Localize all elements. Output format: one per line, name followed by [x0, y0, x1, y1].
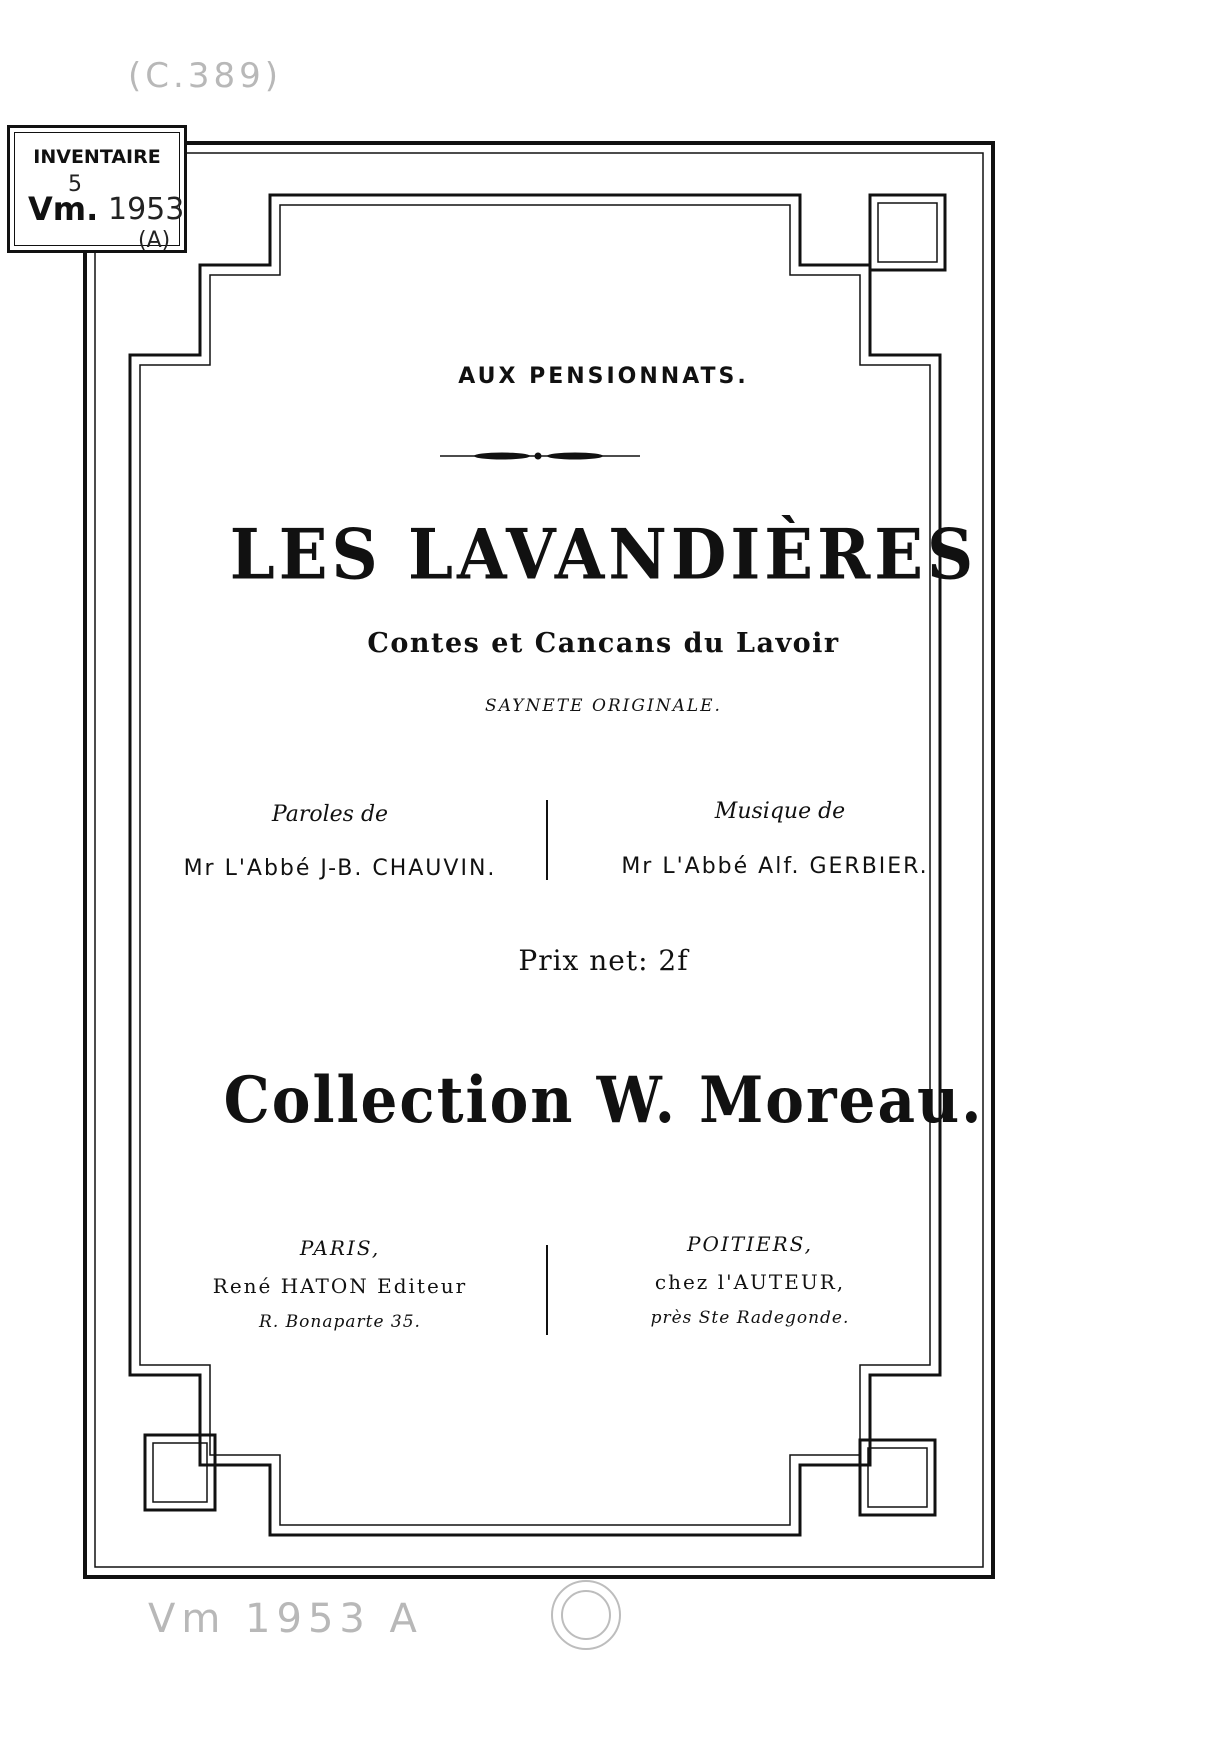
- publisher-right-city: POITIERS,: [687, 1232, 813, 1256]
- margin-note-top: (C.389): [128, 56, 282, 96]
- genre-line: SAYNETE ORIGINALE.: [485, 696, 722, 716]
- stamp-code: Vm.: [28, 190, 99, 228]
- stamp-title: INVENTAIRE: [33, 146, 161, 168]
- publisher-left-city: PARIS,: [299, 1236, 381, 1260]
- lyrics-author: Mr L'Abbé J-B. CHAUVIN.: [183, 856, 497, 881]
- inventory-stamp: [7, 125, 187, 253]
- series-heading: AUX PENSIONNATS.: [458, 364, 749, 389]
- stamp-hand-suffix: (A): [138, 228, 171, 253]
- page-title: LES LAVANDIÈRES: [229, 515, 978, 596]
- publisher-left-address: R. Bonaparte 35.: [259, 1312, 421, 1332]
- ornament-divider: [440, 453, 640, 460]
- publisher-right-address: près Ste Radegonde.: [650, 1308, 850, 1328]
- music-author: Mr L'Abbé Alf. GERBIER.: [621, 854, 929, 879]
- stamp-hand-digit: 5: [68, 172, 82, 197]
- library-seal: [552, 1581, 620, 1649]
- lyrics-label: Paroles de: [271, 802, 389, 827]
- margin-note-bottom: Vm 1953 A: [148, 1596, 423, 1642]
- publisher-left-name: René HATON Editeur: [212, 1274, 468, 1298]
- subtitle: Contes et Cancans du Lavoir: [367, 628, 840, 659]
- publisher-right-name: chez l'AUTEUR,: [654, 1270, 846, 1294]
- stamp-hand-number: 1953: [108, 192, 185, 227]
- music-label: Musique de: [714, 799, 846, 824]
- collection-title: Collection W. Moreau.: [223, 1062, 984, 1138]
- price: Prix net: 2f: [518, 944, 689, 977]
